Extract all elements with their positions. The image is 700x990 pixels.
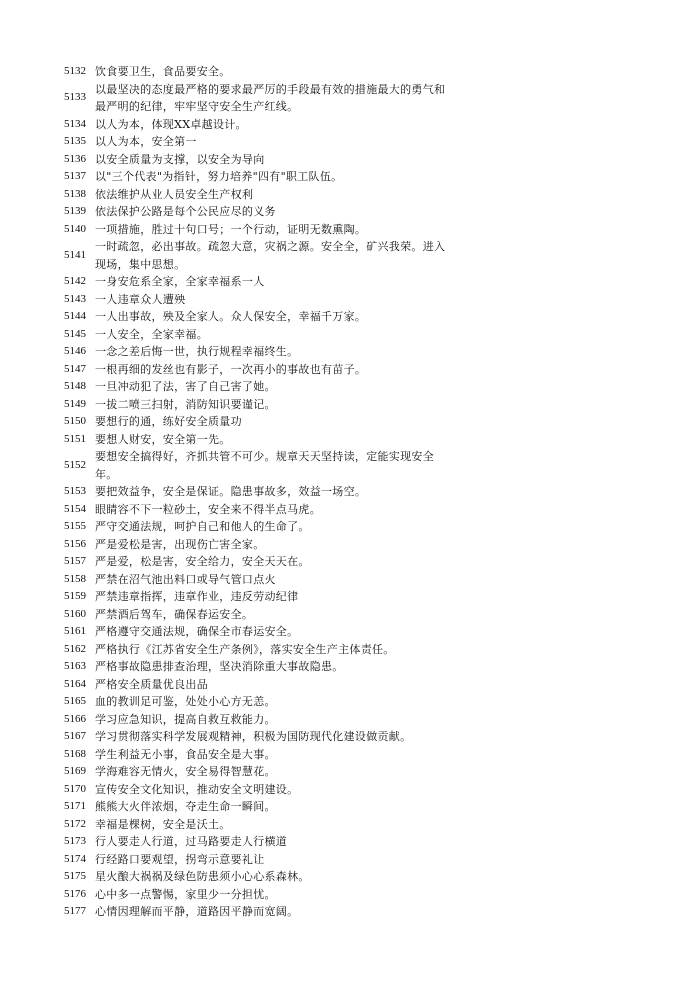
item-text: 严格安全质量优良出品: [95, 677, 208, 691]
item-number: 5149: [64, 397, 86, 410]
item-text: 学海难容无情火，安全易得智慧花。: [95, 765, 276, 778]
item-text: 一时疏忽，必出事故。疏忽大意，灾祸之源。安全全，矿兴我荣。进入现场，集中思想。: [95, 240, 446, 271]
item-text: 以"三个代表"为指针，努力培养"四有"职工队伍。: [95, 170, 343, 183]
list-item: [64, 133, 464, 151]
item-number: 5171: [64, 800, 86, 813]
item-text: 严格事故隐患排查治理，坚决消除重大事故隐患。: [95, 660, 344, 673]
item-number: 5159: [64, 590, 86, 603]
item-text: 饮食要卫生，食品要安全。: [95, 65, 231, 78]
list-item: [64, 623, 464, 641]
item-text: 要把效益争，安全是保证。隐患事故多，效益一场空。: [95, 485, 367, 498]
item-text: 一旦冲动犯了法，害了自己害了她。: [95, 380, 276, 393]
list-item: [64, 501, 464, 519]
list-item: [64, 116, 464, 134]
item-number: 5176: [64, 887, 86, 900]
item-number: 5136: [64, 152, 86, 165]
item-text: 严禁违章指挥，违章作业，违反劳动纪律: [95, 590, 299, 603]
item-number: 5167: [64, 730, 86, 743]
list-item: [64, 728, 464, 746]
item-text: 严禁在沼气池出料口或导气管口点火: [95, 572, 276, 586]
item-text: 一拔二喷三扫射，消防知识要谨记。: [95, 397, 276, 411]
item-text: 学习贯彻落实科学发展观精神，积极为国防现代化建设做贡献。: [95, 730, 412, 743]
item-text: 依法维护从业人员安全生产权利: [95, 187, 254, 201]
item-text: 星火酿大祸祸及绿色防患须小心心系森林。: [95, 870, 310, 883]
item-number: 5177: [64, 905, 86, 918]
item-number: 5173: [64, 835, 86, 848]
list-item: [64, 553, 464, 571]
item-number: 5147: [64, 362, 86, 375]
item-number: 5145: [64, 327, 86, 340]
item-number: 5170: [64, 782, 86, 795]
item-text: 一人违章众人遭殃: [95, 292, 186, 306]
list-item: [64, 711, 464, 729]
item-number: 5166: [64, 712, 86, 725]
item-text: 宣传安全文化知识，推动安全文明建设。: [95, 782, 299, 796]
item-text: 幸福是棵树，安全是沃土。: [95, 817, 231, 831]
list-item: [64, 431, 464, 449]
item-number: 5154: [64, 502, 86, 515]
list-item: [64, 273, 464, 291]
item-text: 心情因理解而平静，道路因平静而宽阔。: [95, 905, 299, 918]
item-number: 5140: [64, 222, 86, 235]
item-number: 5144: [64, 310, 86, 323]
item-text: 一人出事故，殃及全家人。众人保安全，幸福千万家。: [95, 310, 367, 323]
item-text: 行人要走人行道，过马路要走人行横道: [95, 835, 288, 848]
item-number: 5148: [64, 380, 86, 393]
list-item: [64, 518, 464, 536]
item-text: 依法保护公路是每个公民应尽的义务: [95, 205, 276, 218]
list-item: [64, 151, 464, 169]
item-number: 5142: [64, 275, 86, 288]
item-number: 5172: [64, 817, 86, 830]
list-item: [64, 536, 464, 554]
item-text: 以安全质量为支撑，以安全为导向: [95, 152, 265, 166]
list-item: [64, 483, 464, 501]
item-text: 要想安全搞得好，齐抓共管不可少。规章天天坚持读，定能实现安全年。: [95, 450, 434, 481]
list-item: [64, 763, 464, 781]
item-text: 以最坚决的态度最严格的要求最严厉的手段最有效的措施最大的勇气和最严明的纪律，牢牢坚守安全生产红线。: [95, 82, 446, 113]
item-number: 5169: [64, 765, 86, 778]
item-text: 熊熊大火伴浓烟，夺走生命一瞬间。: [95, 800, 276, 813]
item-text: 一人安全，全家幸福。: [95, 327, 208, 341]
item-text: 严格执行《江苏省安全生产条例》，落实安全生产主体责任。: [95, 642, 395, 656]
item-text: 学生利益无小事，食品安全是大事。: [95, 747, 276, 761]
list-item: [64, 291, 464, 309]
item-number: 5163: [64, 660, 86, 673]
list-item: [64, 448, 464, 483]
list-item: [64, 816, 464, 834]
list-item: [64, 571, 464, 589]
list-item: [64, 308, 464, 326]
list-item: [64, 676, 464, 694]
item-number: 5162: [64, 642, 86, 655]
item-number: 5143: [64, 292, 86, 305]
item-text: 眼睛容不下一粒砂土，安全来不得半点马虎。: [95, 502, 321, 516]
item-text: 以人为本，安全第一: [95, 135, 197, 148]
item-number: 5161: [64, 625, 86, 638]
item-number: 5138: [64, 187, 86, 200]
item-number: 5160: [64, 607, 86, 620]
list-item: [64, 238, 464, 273]
item-text: 要想人财安，安全第一先。: [95, 432, 231, 446]
item-text: 行经路口要观望，拐弯示意要礼让: [95, 852, 265, 866]
item-number: 5134: [64, 117, 86, 130]
list-item: [64, 641, 464, 659]
item-number: 5135: [64, 135, 86, 148]
list-item: [64, 781, 464, 799]
list-item: [64, 343, 464, 361]
list-item: [64, 326, 464, 344]
item-text: 以人为本，体现XX卓越设计。: [95, 117, 247, 131]
list-item: [64, 168, 464, 186]
item-number: 5137: [64, 170, 86, 183]
item-text: 学习应急知识，提高自救互救能力。: [95, 712, 276, 726]
item-number: 5150: [64, 415, 86, 428]
list-item: [64, 868, 464, 886]
item-text: 一项措施，胜过十句口号；一个行动，证明无数熏陶。: [95, 222, 367, 236]
item-number: 5139: [64, 205, 86, 218]
list-item: [64, 221, 464, 239]
item-number: 5174: [64, 852, 86, 865]
list-item: [64, 63, 464, 81]
list-item: [64, 81, 464, 116]
item-text: 严禁酒后驾车，确保春运安全。: [95, 607, 254, 621]
item-text: 血的教训足可鉴，处处小心方无恙。: [95, 695, 276, 708]
item-text: 一念之差后悔一世，执行规程幸福终生。: [95, 345, 299, 358]
list-item: [64, 186, 464, 204]
item-number: 5168: [64, 747, 86, 760]
document-body: [64, 63, 464, 921]
item-number: 5156: [64, 537, 86, 550]
item-number: 5157: [64, 555, 86, 568]
item-text: 一身安危系全家，全家幸福系一人: [95, 275, 265, 288]
list-item: [64, 203, 464, 221]
list-item: [64, 378, 464, 396]
list-item: [64, 413, 464, 431]
item-number: 5153: [64, 485, 86, 498]
list-item: [64, 361, 464, 379]
item-number: 5164: [64, 677, 86, 690]
item-number: 5132: [64, 65, 86, 78]
item-number: 5158: [64, 572, 86, 585]
item-number: 5141: [64, 248, 86, 261]
list-item: [64, 798, 464, 816]
list-item: [64, 886, 464, 904]
item-text: 严格遵守交通法规，确保全市春运安全。: [95, 625, 299, 638]
list-item: [64, 903, 464, 921]
item-number: 5175: [64, 870, 86, 883]
item-number: 5146: [64, 345, 86, 358]
item-number: 5133: [64, 91, 86, 104]
item-text: 心中多一点警惕，家里少一分担忧。: [95, 887, 276, 901]
item-text: 严是爱，松是害，安全给力，安全天天在。: [95, 555, 310, 568]
list-item: [64, 606, 464, 624]
list-item: [64, 693, 464, 711]
list-item: [64, 588, 464, 606]
item-text: 一根再细的发丝也有影子，一次再小的事故也有苗子。: [95, 362, 367, 376]
list-item: [64, 396, 464, 414]
list-item: [64, 746, 464, 764]
item-number: 5165: [64, 695, 86, 708]
item-number: 5152: [64, 458, 86, 471]
list-item: [64, 851, 464, 869]
list-item: [64, 658, 464, 676]
item-number: 5155: [64, 520, 86, 533]
item-number: 5151: [64, 432, 86, 445]
item-text: 要想行的通，练好安全质量功: [95, 415, 242, 428]
item-text: 严是爱松是害，出现伤亡害全家。: [95, 537, 265, 551]
list-item: [64, 833, 464, 851]
item-text: 严守交通法规，呵护自己和他人的生命了。: [95, 520, 310, 533]
